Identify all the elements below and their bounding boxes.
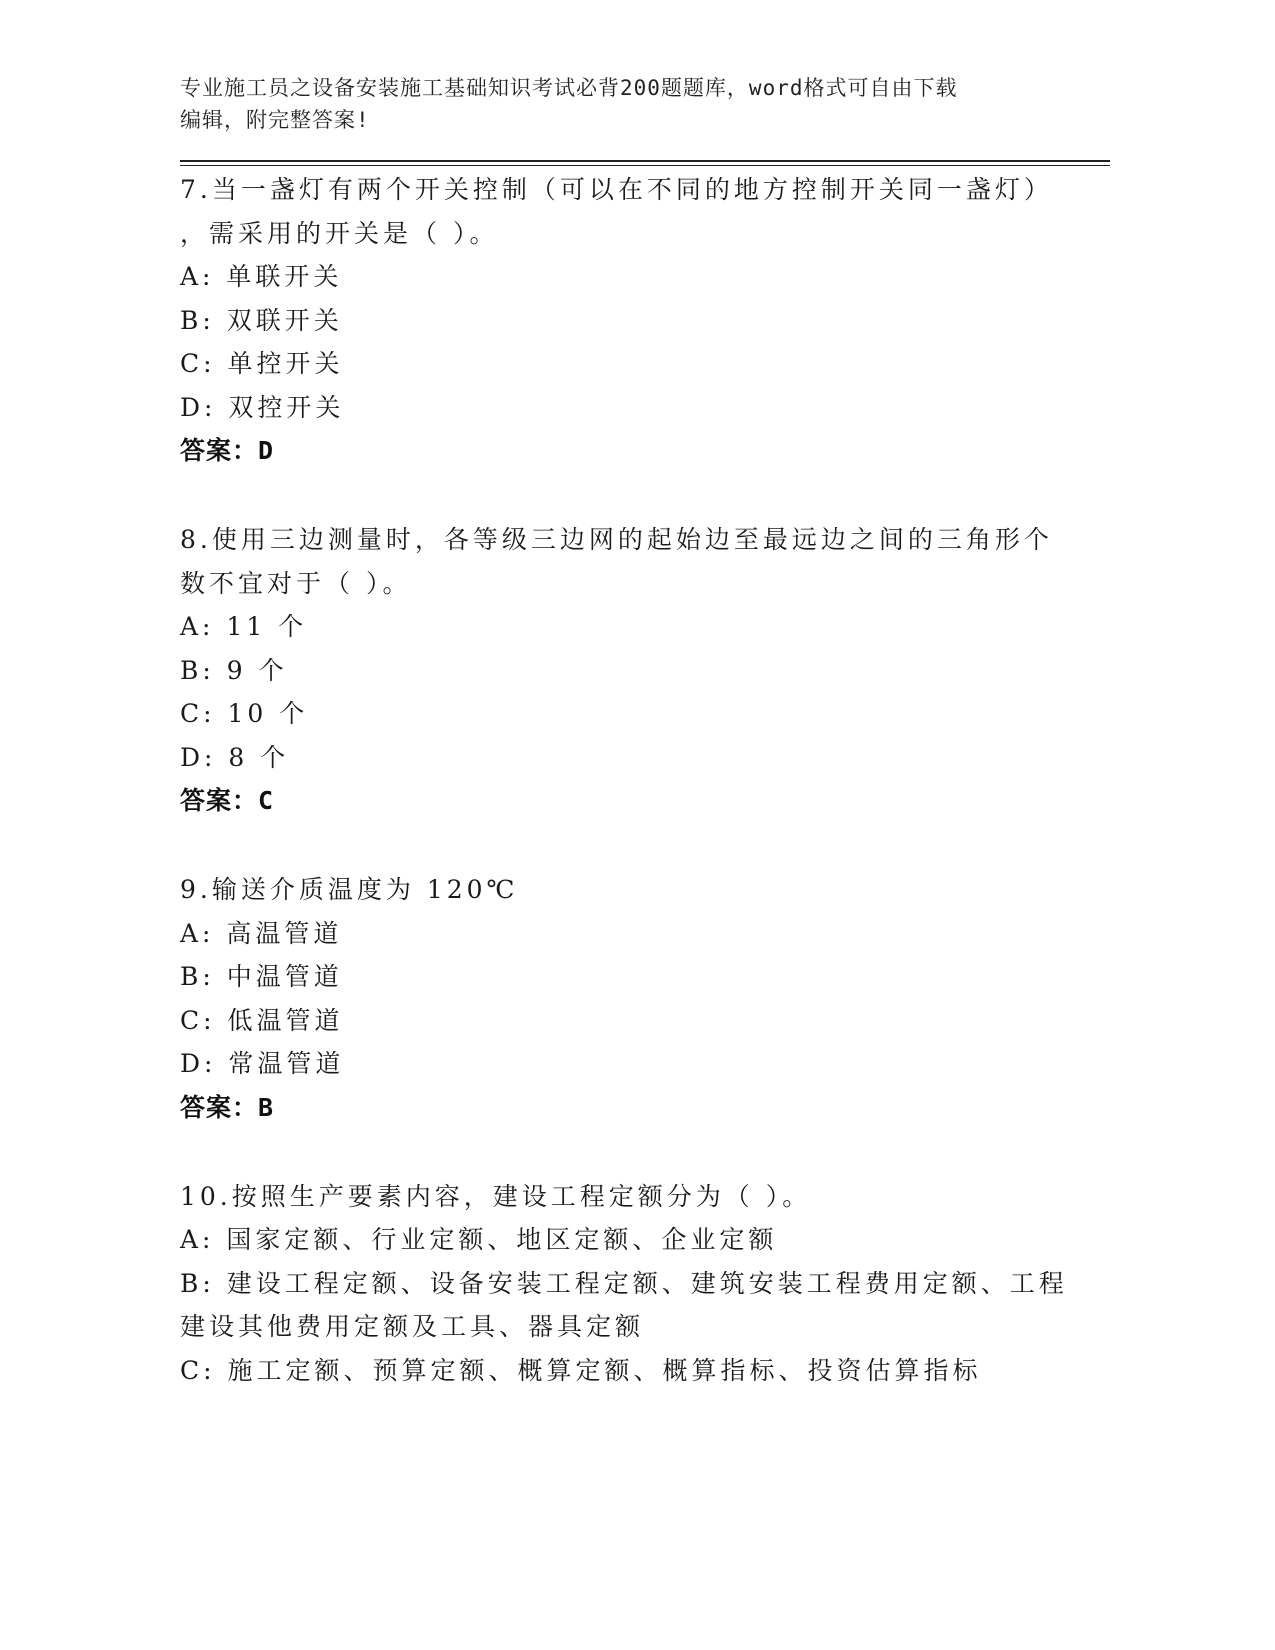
option-a: A: 单联开关 bbox=[180, 262, 343, 291]
option-d: D: 常温管道 bbox=[180, 1049, 345, 1078]
question-stem: 9.输送介质温度为 120℃ bbox=[180, 875, 519, 904]
header-line-2: 编辑，附完整答案! bbox=[180, 108, 370, 132]
question-stem: 数不宜对于（ ）。 bbox=[180, 568, 412, 598]
header-line-1: 专业施工员之设备安装施工基础知识考试必背200题题库，word格式可自由下载 bbox=[180, 76, 958, 100]
answer: 答案：C bbox=[180, 786, 275, 815]
option-a: A: 高温管道 bbox=[180, 918, 343, 948]
question-stem: 10.按照生产要素内容，建设工程定额分为（ ）。 bbox=[180, 1181, 812, 1211]
option-b: B: 中温管道 bbox=[180, 962, 343, 991]
question-8 bbox=[180, 518, 1110, 823]
option-a: A: 11 个 bbox=[180, 612, 308, 641]
option-c: C: 单控开关 bbox=[180, 349, 344, 378]
question-stem: 7.当一盏灯有两个开关控制（可以在不同的地方控制开关同一盏灯） bbox=[180, 175, 1053, 204]
question-stem: ，需采用的开关是（ ）。 bbox=[180, 218, 499, 248]
option-c: C: 施工定额、预算定额、概算定额、概算指标、投资估算指标 bbox=[180, 1355, 982, 1385]
option-b-continued: 建设其他费用定额及工具、器具定额 bbox=[180, 1312, 645, 1341]
option-b: B: 建设工程定额、设备安装工程定额、建筑安装工程费用定额、工程 bbox=[180, 1268, 1068, 1298]
answer: 答案：D bbox=[180, 436, 275, 465]
question-9 bbox=[180, 868, 1110, 1129]
option-c: C: 10 个 bbox=[180, 699, 309, 728]
question-stem: 8.使用三边测量时，各等级三边网的起始边至最远边之间的三角形个 bbox=[180, 525, 1053, 554]
option-d: D: 双控开关 bbox=[180, 392, 345, 422]
option-d: D: 8 个 bbox=[180, 742, 290, 772]
question-7 bbox=[180, 168, 1110, 473]
option-a: A: 国家定额、行业定额、地区定额、企业定额 bbox=[180, 1225, 778, 1254]
option-c: C: 低温管道 bbox=[180, 1005, 344, 1035]
option-b: B: 9 个 bbox=[180, 655, 288, 685]
answer: 答案：B bbox=[180, 1092, 275, 1122]
header-divider bbox=[180, 160, 1110, 166]
document-page bbox=[180, 72, 1110, 1392]
option-b: B: 双联开关 bbox=[180, 305, 343, 335]
question-10 bbox=[180, 1175, 1110, 1393]
document-header bbox=[180, 72, 1040, 136]
